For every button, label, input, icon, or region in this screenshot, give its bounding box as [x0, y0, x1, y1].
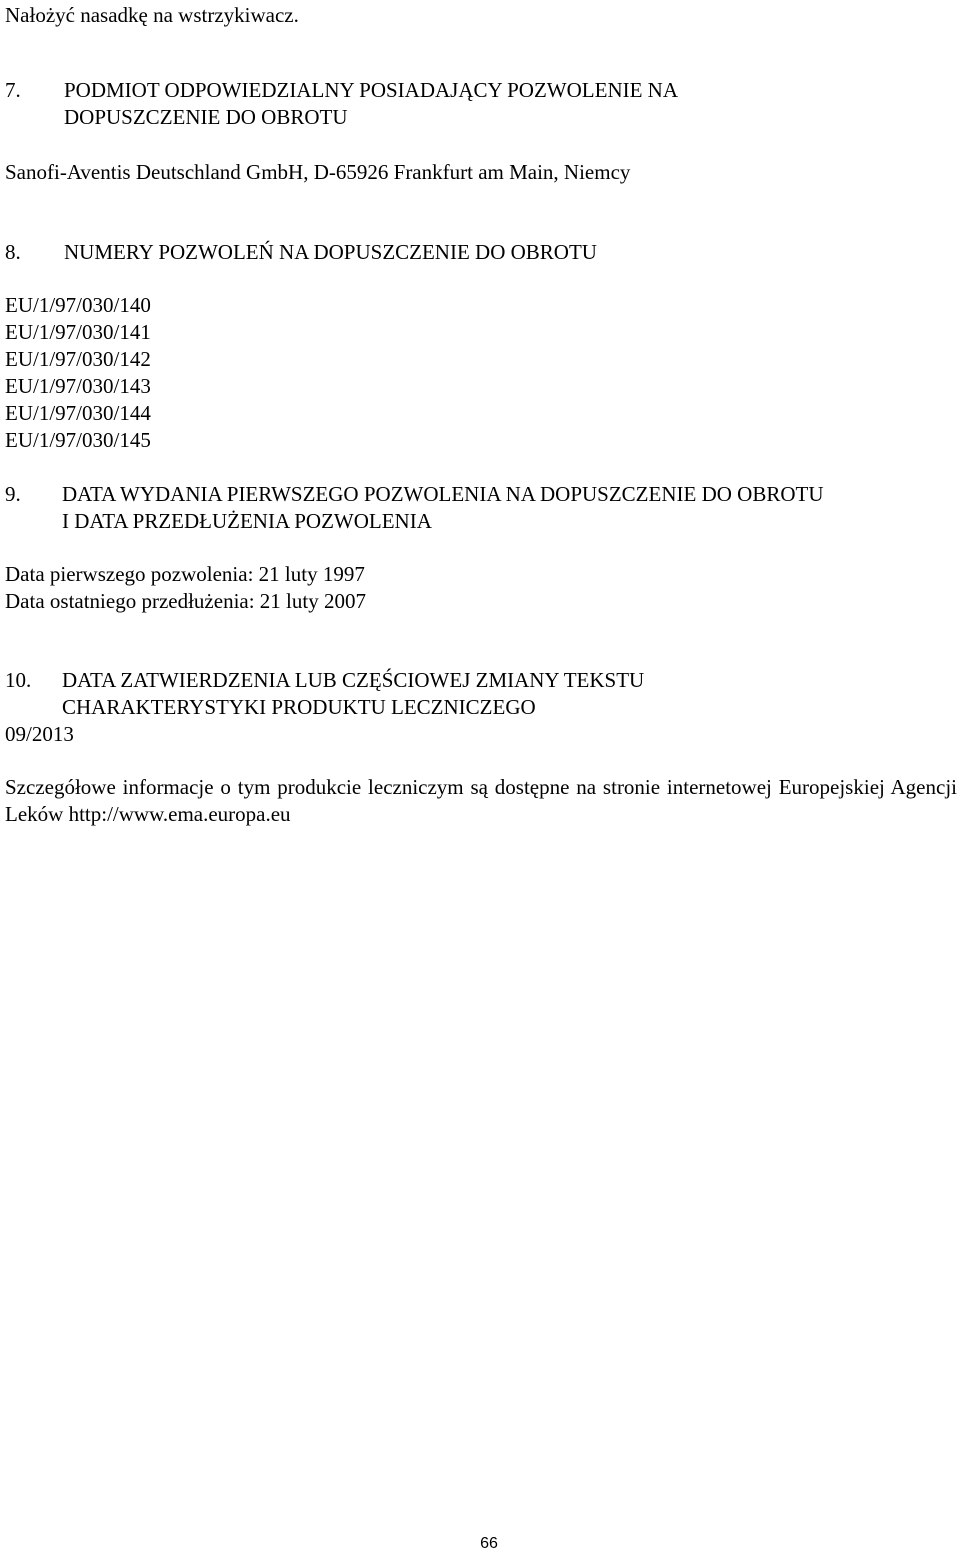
authorisation-number: EU/1/97/030/141 [5, 320, 151, 344]
section-10-number: 10. [5, 668, 32, 692]
intro-instruction: Nałożyć nasadkę na wstrzykiwacz. [5, 3, 299, 27]
page-number: 66 [480, 1535, 498, 1552]
last-renewal-date: Data ostatniego przedłużenia: 21 luty 2007 [5, 589, 366, 613]
revision-date: 09/2013 [5, 722, 74, 746]
authorisation-number: EU/1/97/030/143 [5, 374, 151, 398]
ema-information-paragraph: Szczegółowe informacje o tym produkcie leczniczym są dostępne na stronie internetowej Europejskiej Agencji Leków http://www.ema.europa.eu [5, 775, 957, 826]
authorisation-number: EU/1/97/030/140 [5, 293, 151, 317]
section-10-title-line2: CHARAKTERYSTYKI PRODUKTU LECZNICZEGO [62, 695, 536, 719]
first-authorisation-date: Data pierwszego pozwolenia: 21 luty 1997 [5, 562, 365, 586]
section-7-title-line1: PODMIOT ODPOWIEDZIALNY POSIADAJĄCY POZWOLENIE NA [64, 78, 679, 102]
section-8-number: 8. [5, 240, 21, 264]
authorisation-number: EU/1/97/030/145 [5, 428, 151, 452]
section-8-title: NUMERY POZWOLEŃ NA DOPUSZCZENIE DO OBROTU [64, 240, 597, 264]
section-10-title-line1: DATA ZATWIERDZENIA LUB CZĘŚCIOWEJ ZMIANY TEKSTU [62, 668, 645, 692]
authorisation-number: EU/1/97/030/144 [5, 401, 151, 425]
section-7-title-line2: DOPUSZCZENIE DO OBROTU [64, 105, 348, 129]
authorisation-number: EU/1/97/030/142 [5, 347, 151, 371]
section-9-title-line1: DATA WYDANIA PIERWSZEGO POZWOLENIA NA DOPUSZCZENIE DO OBROTU [62, 482, 824, 506]
section-9-title-line2: I DATA PRZEDŁUŻENIA POZWOLENIA [62, 509, 432, 533]
marketing-authorisation-holder: Sanofi-Aventis Deutschland GmbH, D-65926 Frankfurt am Main, Niemcy [5, 160, 631, 184]
section-9-number: 9. [5, 482, 21, 506]
section-7-number: 7. [5, 78, 21, 102]
